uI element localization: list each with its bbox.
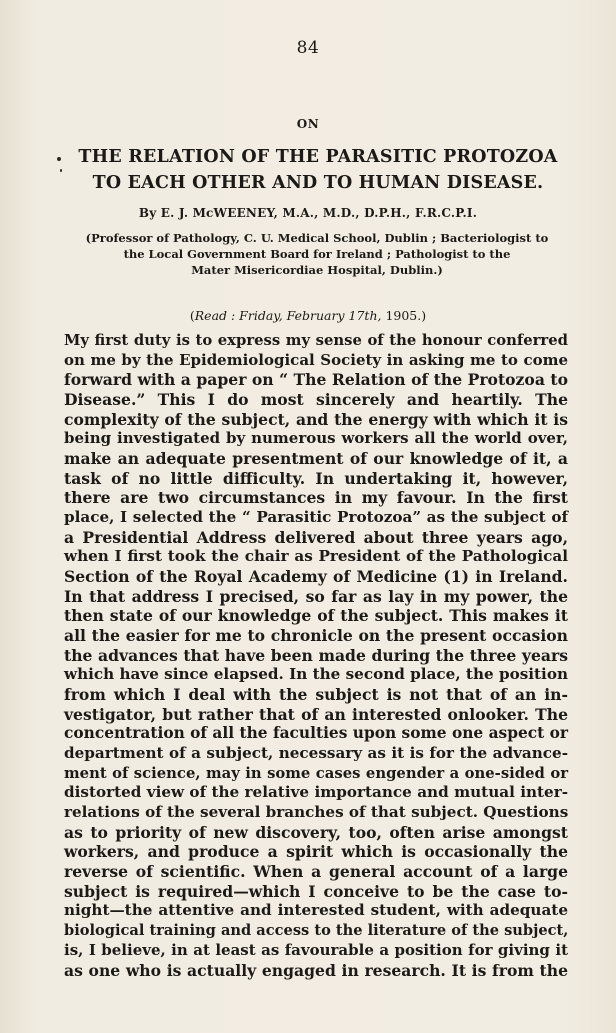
title-line-1: THE RELATION OF THE PARASITIC PROTOZOA [78,147,558,167]
body-line-14: In that address I precised, so far as lay in my power, the [64,586,568,606]
body-line-30: night—the attentive and interested student, with adequate [64,901,568,920]
body-line-25: relations of the several branches of that subject. Questions [64,803,569,822]
body-line-12: when I first took the chair as President of the Pathological [64,547,568,566]
body-line-31: biological training and access to the literature of the subject, [64,922,569,940]
read-open-paren: ( [189,308,195,323]
article-title [58,144,578,196]
body-line-16: all the easier for me to chronicle on the present occasion [64,626,568,646]
body-line-17: the advances that have been made during the three years [64,645,568,665]
page-number: 84 [296,38,320,58]
body-line-2: on me by the Epidemiological Society in asking me to come [64,350,568,369]
body-line-18: which have since elapsed. In the second place, the position [64,665,568,684]
affiliation-line-3: Mater Misericordiae Hospital, Dublin.) [191,263,443,277]
body-line-10: place, I selected the “ Parasitic Protozoa” as the subject of [64,508,568,527]
affiliation-line-1: (Professor of Pathology, C. U. Medical School, Dublin ; Bacteriologist to [85,231,549,245]
body-line-6: being investigated by numerous workers all the world over, [64,429,568,448]
body-line-8: task of no little difficulty. In undertaking it, however, [64,468,568,488]
body-line-15: then state of our knowledge of the subject. This makes it [64,606,568,626]
body-line-11: a Presidential Address delivered about three years ago, [64,527,568,547]
scan-speck [57,157,61,161]
body-line-22: department of a subject, necessary as it is for the advance- [64,744,568,763]
body-line-33: as one who is actually engaged in research. It is from the [64,960,568,980]
scan-speck [60,169,62,172]
read-date-line [0,308,616,323]
body-line-1: My first duty is to express my sense of the honour conferred [64,332,568,349]
read-year: 1905.) [385,308,427,323]
body-line-3: forward with a paper on “ The Relation of the Protozoa to [64,370,568,390]
body-line-26: as to priority of new discovery, too, often arise amongst [64,822,568,842]
title-line-2: TO EACH OTHER AND TO HUMAN DISEASE. [92,173,544,193]
body-line-32: is, I believe, in at least as favourable a position for giving it [64,940,568,959]
read-date-label: Read : Friday, February 17th, [194,308,382,323]
body-line-19: from which I deal with the subject is not that of an in- [64,685,568,705]
body-line-21: concentration of all the faculties upon some one aspect or [64,724,568,743]
author-affiliation [82,230,552,278]
body-line-29: subject is required—which I conceive to be the case to- [64,881,568,901]
body-line-23: ment of science, may in some cases engender a one-sided or [64,764,568,782]
body-line-7: make an adequate presentment of our knowledge of it, a [64,449,568,469]
author-byline: By E. J. McWEENEY, M.A., M.D., D.P.H., F.R.C.P.I. [138,206,478,220]
body-line-13: Section of the Royal Academy of Medicine (1) in Ireland. [64,567,568,587]
body-line-4: Disease.” This I do most sincerely and heartily. The [64,390,568,410]
body-line-24: distorted view of the relative importance and mutual inter- [64,783,568,802]
body-line-20: vestigator, but rather that of an interested onlooker. The [64,704,568,724]
article-body [64,331,568,980]
affiliation-line-2: the Local Government Board for Ireland ; Pathologist to the [123,247,511,261]
body-line-9: there are two circumstances in my favour. In the first [64,488,568,508]
title-prefix-on: ON [296,117,320,131]
body-line-27: workers, and produce a spirit which is occasionally the [64,842,568,862]
body-line-28: reverse of scientific. When a general account of a large [64,862,568,882]
body-line-5: complexity of the subject, and the energy with which it is [64,409,568,429]
